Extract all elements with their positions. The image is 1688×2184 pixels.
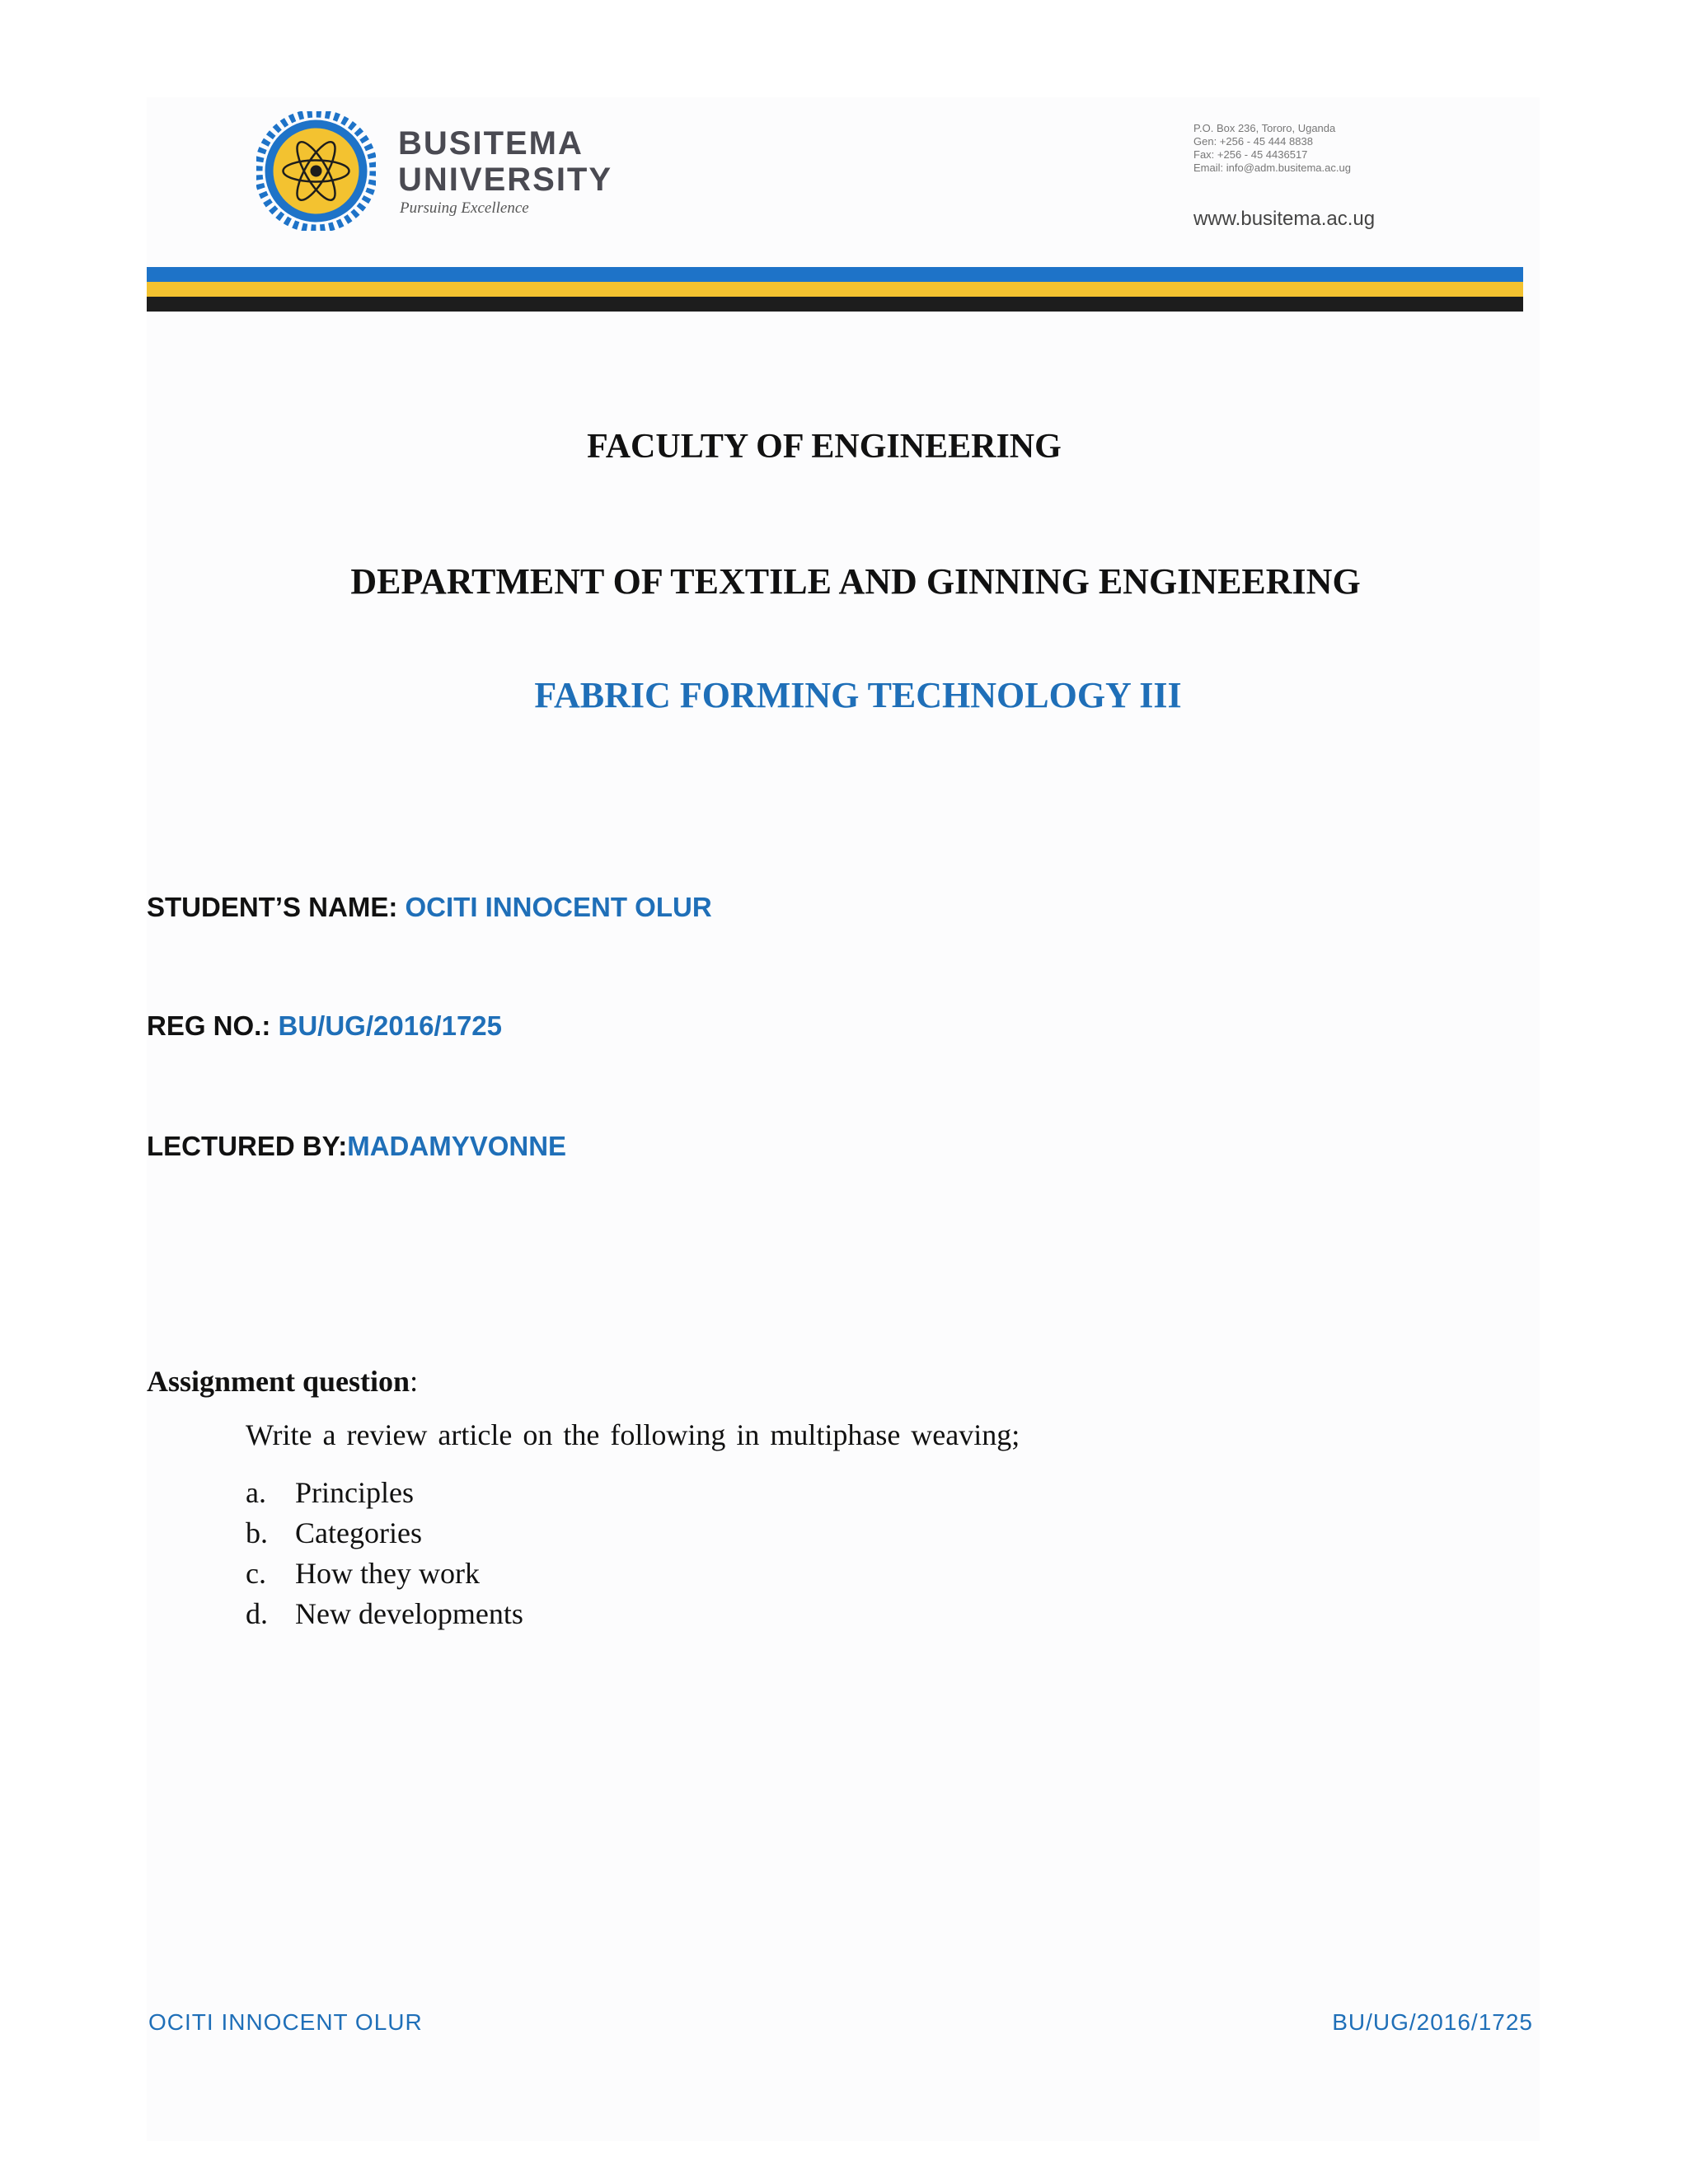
contact-fax: Fax: +256 - 45 4436517 — [1193, 148, 1308, 161]
stripe-yellow — [147, 282, 1523, 297]
university-gear-logo-icon — [256, 111, 376, 231]
department-title: DEPARTMENT OF TEXTILE AND GINNING ENGINEERING — [350, 561, 1361, 602]
list-text: Principles — [295, 1476, 414, 1509]
student-name-value: OCITI INNOCENT OLUR — [405, 892, 712, 922]
reg-no-label: REG NO.: — [147, 1010, 271, 1041]
list-item — [246, 1516, 523, 1556]
faculty-title: FACULTY OF ENGINEERING — [587, 428, 1062, 466]
contact-email: Email: info@adm.busitema.ac.ug — [1193, 162, 1351, 174]
list-item — [246, 1556, 523, 1596]
contact-phone: Gen: +256 - 45 444 8838 — [1193, 135, 1313, 148]
list-marker: d. — [246, 1597, 268, 1630]
list-text: How they work — [295, 1557, 480, 1590]
assignment-list — [246, 1475, 523, 1637]
brand-name-line2: UNIVERSITY — [398, 162, 613, 198]
list-item — [246, 1475, 523, 1516]
website-link: www.busitema.ac.ug — [1193, 208, 1376, 230]
contact-block — [1193, 122, 1351, 175]
footer-reg-no: BU/UG/2016/1725 — [1332, 2009, 1533, 2035]
reg-no-value: BU/UG/2016/1725 — [278, 1010, 503, 1041]
stripe-black — [147, 297, 1523, 312]
stripe-blue — [147, 267, 1523, 282]
student-name-row — [147, 892, 712, 923]
list-text: Categories — [295, 1516, 422, 1549]
letterhead — [147, 97, 1540, 328]
lecturer-value: MADAMYVONNE — [347, 1131, 567, 1161]
footer-student-name: OCITI INNOCENT OLUR — [148, 2009, 423, 2035]
list-item — [246, 1596, 523, 1637]
student-name-label: STUDENT’S NAME: — [147, 892, 398, 922]
list-marker: c. — [246, 1557, 266, 1590]
course-title: FABRIC FORMING TECHNOLOGY III — [534, 675, 1182, 715]
list-text: New developments — [295, 1597, 523, 1630]
assignment-question: Write a review article on the following in multiphase weaving; — [246, 1418, 1020, 1451]
list-marker: b. — [246, 1516, 268, 1549]
contact-address: P.O. Box 236, Tororo, Uganda — [1193, 122, 1336, 134]
lecturer-label: LECTURED BY: — [147, 1131, 348, 1161]
list-marker: a. — [246, 1476, 266, 1509]
assignment-label: Assignment question — [147, 1365, 410, 1398]
lecturer-row — [147, 1131, 566, 1162]
tagline: Pursuing Excellence — [400, 199, 529, 217]
reg-no-row — [147, 1010, 502, 1042]
assignment-heading — [147, 1364, 418, 1399]
assignment-colon: : — [410, 1365, 419, 1398]
page-background — [147, 97, 1540, 2141]
brand-name-line1: BUSITEMA — [398, 125, 584, 162]
